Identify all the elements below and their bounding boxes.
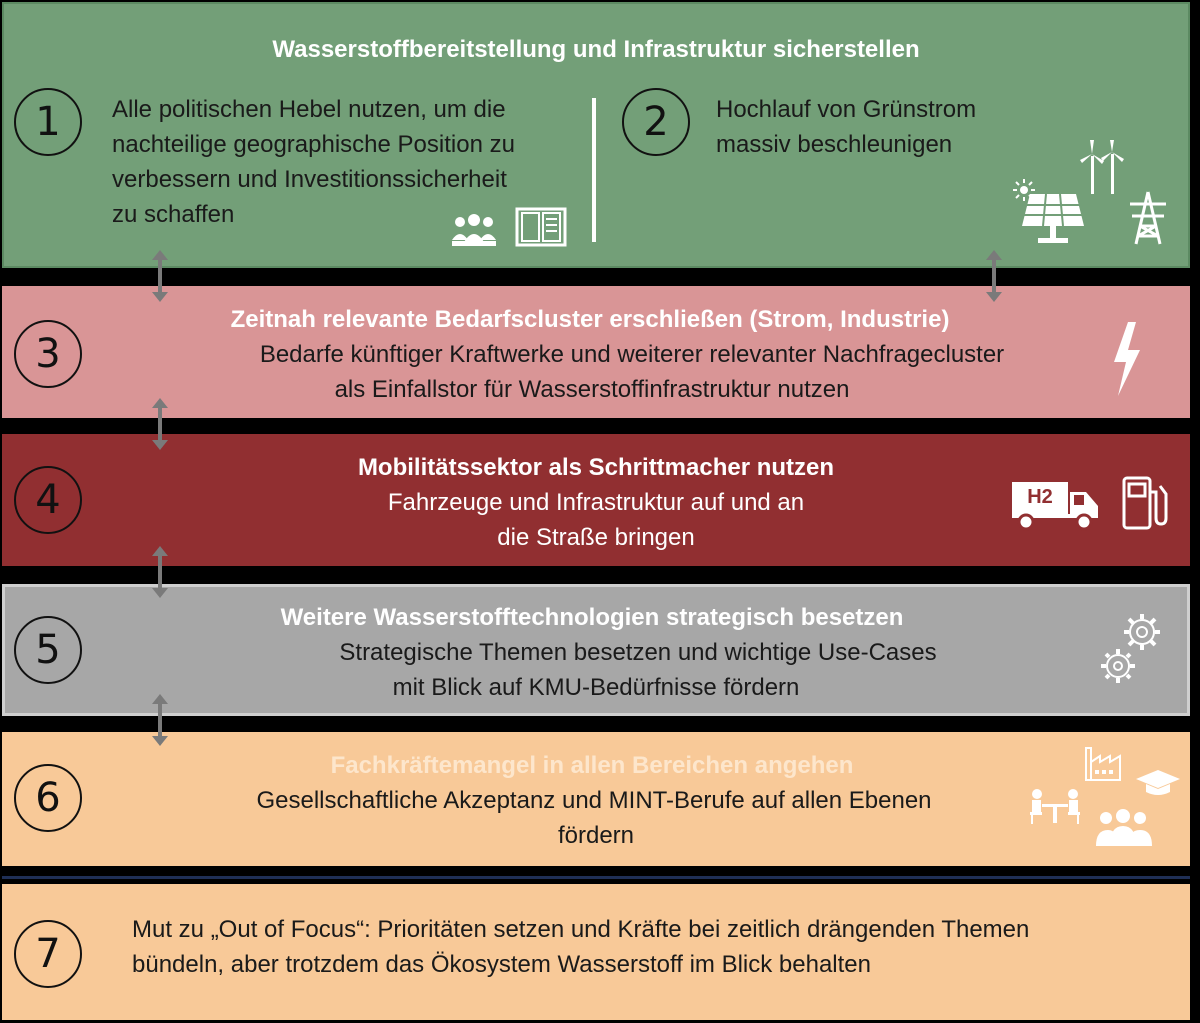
block-6-heading: Fachkräftemangel in allen Bereichen angehen	[330, 752, 854, 779]
number-circle-7: 7	[14, 920, 82, 988]
block-5-text	[0, 600, 1192, 705]
number-circle-1: 1	[14, 88, 82, 156]
item-2-text	[716, 92, 976, 162]
double-arrow-3-4	[150, 398, 170, 450]
double-arrow-1-3	[150, 250, 170, 302]
block-1-heading: Wasserstoffbereitstellung und Infrastruktur sicherstellen	[272, 36, 920, 63]
double-arrow-2-3	[984, 250, 1004, 302]
block-5-heading: Weitere Wasserstofftechnologien strategisch besetzen	[280, 604, 904, 631]
meeting-icon	[1028, 786, 1082, 826]
block-5-line: Strategische Themen besetzen und wichtige Use-Cases	[339, 639, 937, 666]
item-2-line: massiv beschleunigen	[716, 131, 953, 158]
wind-turbine-icon	[1080, 140, 1126, 196]
item-1-line: zu schaffen	[112, 201, 235, 228]
number-circle-3: 3	[14, 320, 82, 388]
block-5-line: mit Blick auf KMU-Bedürfnisse fördern	[392, 674, 800, 701]
divider	[592, 98, 596, 242]
team-icon	[1094, 808, 1152, 848]
double-arrow-5-6	[150, 694, 170, 746]
block-7-line: bündeln, aber trotzdem das Ökosystem Wasserstoff im Blick behalten	[132, 951, 871, 978]
block-6-line: Gesellschaftliche Akzeptanz und MINT-Berufe auf allen Ebenen	[256, 787, 932, 814]
block-4-line: die Straße bringen	[497, 524, 695, 551]
block-3-line: Bedarfe künftiger Kraftwerke und weiterer relevanter Nachfragecluster	[259, 341, 1005, 368]
lightning-icon	[1112, 322, 1142, 396]
block-3-text	[0, 302, 1192, 407]
number-circle-6: 6	[14, 764, 82, 832]
power-pylon-icon	[1126, 190, 1170, 246]
people-group-icon	[450, 214, 498, 248]
item-1-text	[112, 92, 515, 232]
double-arrow-4-5	[150, 546, 170, 598]
block-3-heading: Zeitnah relevante Bedarfscluster erschließen (Strom, Industrie)	[230, 306, 950, 333]
fuel-pump-icon	[1120, 474, 1168, 532]
block-3-line: als Einfallstor für Wasserstoffinfrastruktur nutzen	[334, 376, 850, 403]
block-4-heading: Mobilitätssektor als Schrittmacher nutzen	[357, 454, 835, 481]
h2-label: H2	[1027, 486, 1053, 508]
h2-truck-icon	[1012, 480, 1102, 532]
graduation-cap-icon	[1136, 768, 1180, 798]
number-circle-2: 2	[622, 88, 690, 156]
gears-icon	[1098, 610, 1166, 690]
item-1-line: verbessern und Investitionssicherheit	[112, 166, 507, 193]
item-1-line: nachteilige geographische Position zu	[112, 131, 515, 158]
block-7-text	[132, 912, 1029, 982]
number-circle-5: 5	[14, 616, 82, 684]
factory-icon	[1084, 744, 1124, 782]
block-6-line: fördern	[557, 822, 635, 849]
item-2-line: Hochlauf von Grünstrom	[716, 96, 977, 123]
block-6-text	[0, 748, 1192, 853]
block-7-line: Mut zu „Out of Focus“: Prioritäten setzen und Kräfte bei zeitlich drängenden Themen	[132, 916, 1030, 943]
block-4-line: Fahrzeuge und Infrastruktur auf und an	[387, 489, 805, 516]
book-icon	[514, 206, 568, 248]
item-1-line: Alle politischen Hebel nutzen, um die	[112, 96, 506, 123]
number-circle-4: 4	[14, 466, 82, 534]
separator-line	[2, 876, 1190, 879]
solar-panel-icon	[1020, 190, 1086, 246]
